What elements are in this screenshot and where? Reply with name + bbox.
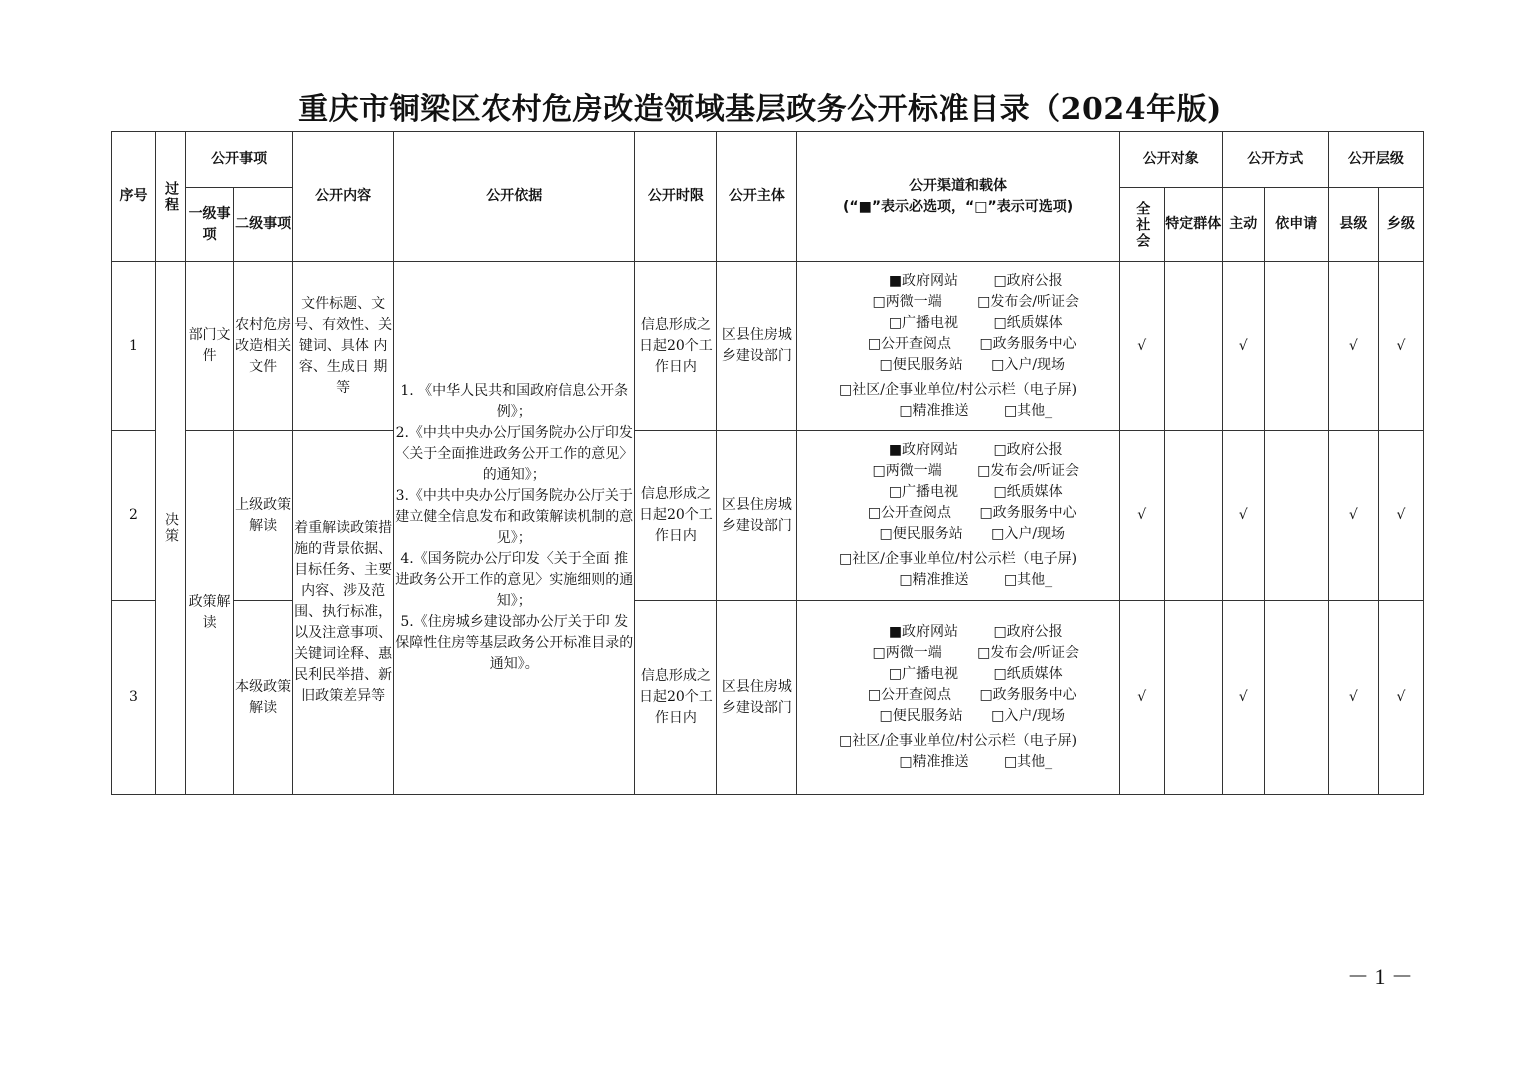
header-level-county: 县级 [1328, 188, 1378, 262]
header-level2: 二级事项 [234, 188, 293, 262]
row-target-all: √ [1119, 262, 1164, 431]
row-subject: 区县住房城乡建设部门 [717, 262, 797, 431]
header-method-active: 主动 [1222, 188, 1264, 262]
row-basis: 1. 《中华人民共和国政府信息公开条例》； 2.《中共中央办公厅国务院办公厅印发〈关于全面推进政务公开工作的意见〉的通知》； 3.《中共中央办公厅国务院办公厅关于建立健全信息发布和政策解读机制的意见》； 4.《国务院办公厅印发〈关于全面 推进政务公开工作的意见〉实施细则的通知》； 5.《住房城乡建设部办公厅关于印 发保障性住房等基层政务公开标准目录的通知》。 [394, 262, 635, 795]
row-seq: 2 [112, 431, 156, 601]
row-time: 信息形成之日起20个工作日内 [635, 431, 717, 601]
row-level-county: √ [1328, 262, 1378, 431]
row-level2: 农村危房改造相关文件 [234, 262, 293, 431]
row-channels: ■政府网站 □政府公报 □两微一端 □发布会/听证会 □广播电视 □纸质媒体 □公开查阅点 □政务服务中心 □便民服务站 □入户/现场 □社区/企事业单位/村公示栏（电子屏) □精准推送 □其他_ [797, 431, 1119, 601]
header-time: 公开时限 [635, 132, 717, 262]
row-level1: 部门文件 [186, 262, 234, 431]
row-method-request [1264, 431, 1328, 601]
row-method-request [1264, 262, 1328, 431]
row-level-town: √ [1378, 431, 1423, 601]
row-method-active: √ [1222, 262, 1264, 431]
header-target-all: 全社会 [1119, 188, 1164, 262]
row-seq: 3 [112, 601, 156, 795]
row-subject: 区县住房城乡建设部门 [717, 431, 797, 601]
row-target-specific [1164, 431, 1222, 601]
row-channels: ■政府网站 □政府公报 □两微一端 □发布会/听证会 □广播电视 □纸质媒体 □公开查阅点 □政务服务中心 □便民服务站 □入户/现场 □社区/企事业单位/村公示栏（电子屏) □精准推送 □其他_ [797, 262, 1119, 431]
header-method-request: 依申请 [1264, 188, 1328, 262]
row-content: 着重解读政策措施的背景依据、目标任务、主要内容、涉及范围、执行标准，以及注意事项、关键词诠释、惠民利民举措、新旧政策差异等 [293, 431, 394, 795]
page-number: － 1 － [1346, 964, 1413, 989]
header-basis: 公开依据 [394, 132, 635, 262]
header-seq: 序号 [112, 132, 156, 262]
row-level-county: √ [1328, 601, 1378, 795]
row-method-active: √ [1222, 431, 1264, 601]
header-process: 过程 [156, 132, 186, 262]
row-level-county: √ [1328, 431, 1378, 601]
header-channels: 公开渠道和载体 (“■”表示必选项，“□”表示可选项) [797, 132, 1119, 262]
row-seq: 1 [112, 262, 156, 431]
table-row [112, 431, 1424, 601]
row-process: 决策 [156, 262, 186, 795]
row-channels: ■政府网站 □政府公报 □两微一端 □发布会/听证会 □广播电视 □纸质媒体 □公开查阅点 □政务服务中心 □便民服务站 □入户/现场 □社区/企事业单位/村公示栏（电子屏) □精准推送 □其他_ [797, 601, 1119, 795]
row-target-specific [1164, 262, 1222, 431]
row-target-all: √ [1119, 601, 1164, 795]
row-target-all: √ [1119, 431, 1164, 601]
row-time: 信息形成之日起20个工作日内 [635, 262, 717, 431]
header-items: 公开事项 [186, 132, 293, 188]
row-level1: 政策解读 [186, 431, 234, 795]
header-row-1 [112, 132, 1424, 188]
row-subject: 区县住房城乡建设部门 [717, 601, 797, 795]
row-level-town: √ [1378, 601, 1423, 795]
header-subject: 公开主体 [717, 132, 797, 262]
header-target: 公开对象 [1119, 132, 1222, 188]
header-level1: 一级事项 [186, 188, 234, 262]
row-target-specific [1164, 601, 1222, 795]
row-method-request [1264, 601, 1328, 795]
row-level-town: √ [1378, 262, 1423, 431]
header-target-specific: 特定群体 [1164, 188, 1222, 262]
page-title: 重庆市铜梁区农村危房改造领域基层政务公开标准目录（2024年版) [298, 92, 1222, 127]
header-method: 公开方式 [1222, 132, 1328, 188]
row-time: 信息形成之日起20个工作日内 [635, 601, 717, 795]
header-level: 公开层级 [1328, 132, 1423, 188]
disclosure-catalog-table [111, 131, 1424, 795]
header-level-town: 乡级 [1378, 188, 1423, 262]
table-row [112, 262, 1424, 431]
row-content: 文件标题、文 号、有效性、关键词、具体 内容、生成日 期等 [293, 262, 394, 431]
header-content: 公开内容 [293, 132, 394, 262]
row-level2: 本级政策解读 [234, 601, 293, 795]
row-level2: 上级政策解读 [234, 431, 293, 601]
row-method-active: √ [1222, 601, 1264, 795]
